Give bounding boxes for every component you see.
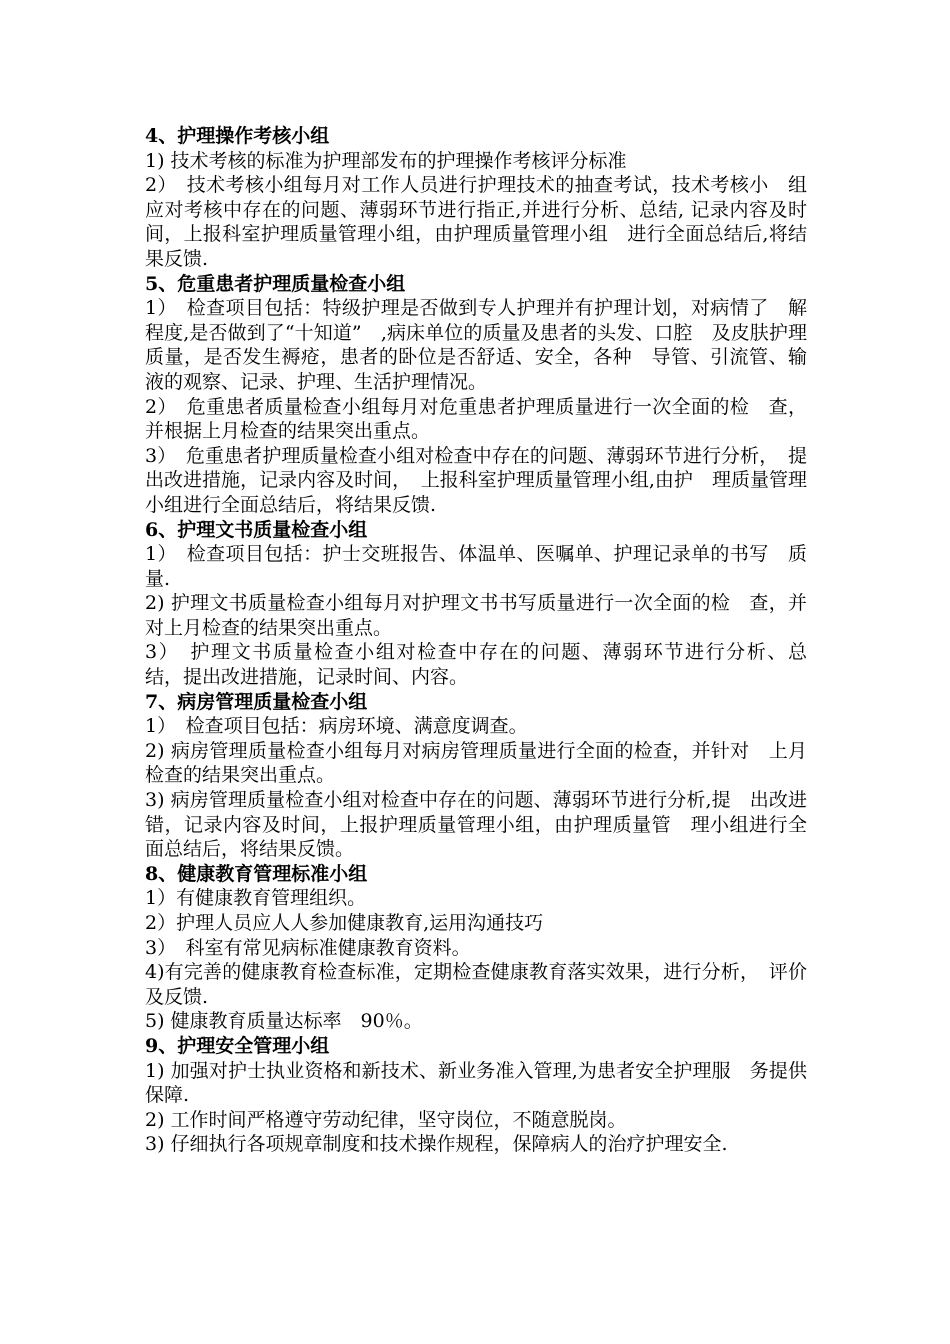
- list-item: 3） 危重患者护理质量检查小组对检查中存在的问题、薄弱环节进行分析， 提出改进措施，记录内容及时间， 上报科室护理质量管理小组,由护 理质量管理小组进行全面总结后，将结果反馈.: [145, 444, 807, 516]
- list-item: 2) 病房管理质量检查小组每月对病房管理质量进行全面的检查，并针对 上月检查的结果突出重点。: [145, 739, 807, 787]
- list-item: 3） 护理文书质量检查小组对检查中存在的问题、薄弱环节进行分析、总 结，提出改进措施，记录时间、内容。: [145, 641, 827, 689]
- section-9: [145, 1034, 807, 1157]
- section-heading: 6、护理文书质量检查小组: [145, 518, 368, 541]
- section-5: [145, 272, 807, 518]
- section-4: [145, 124, 807, 272]
- section-heading: 5、危重患者护理质量检查小组: [145, 272, 406, 295]
- section-8: [145, 862, 807, 1034]
- section-heading: 8、健康教育管理标准小组: [145, 862, 368, 885]
- list-item: 2）护理人员应人人参加健康教育,运用沟通技巧: [145, 912, 544, 934]
- list-item: 2) 护理文书质量检查小组每月对护理文书书写质量进行一次全面的检 查，并对上月检查的结果突出重点。: [145, 592, 807, 639]
- list-item: 1） 检查项目包括：病房环境、满意度调查。: [145, 715, 528, 738]
- list-item: 3) 仔细执行各项规章制度和技术操作规程，保障病人的治疗护理安全.: [145, 1133, 728, 1156]
- list-item: 1） 检查项目包括：护士交班报告、体温单、医嘱单、护理记录单的书写 质量.: [145, 543, 807, 590]
- list-item: 1）有健康教育管理组织。: [145, 887, 367, 910]
- list-item: 2） 技术考核小组每月对工作人员进行护理技术的抽查考试，技术考核小 组应对考核中存在的问题、薄弱环节进行指正,并进行分析、总结, 记录内容及时间，上报科室护理质量管理小组，由护理质量管理小组 进行全面总结后,将结果反馈.: [145, 174, 807, 270]
- list-item: 2） 危重患者质量检查小组每月对危重患者护理质量进行一次全面的检 查，并根据上月检查的结果突出重点。: [145, 395, 807, 443]
- section-heading: 9、护理安全管理小组: [145, 1034, 330, 1057]
- list-item: 4)有完善的健康教育检查标准，定期检查健康教育落实效果，进行分析， 评价及反馈.: [145, 961, 807, 1008]
- list-item: 1) 技术考核的标准为护理部发布的护理操作考核评分标准: [145, 149, 627, 172]
- list-item: 1) 加强对护士执业资格和新技术、新业务准入管理,为患者安全护理服 务提供保障.: [145, 1059, 807, 1107]
- section-heading: 4、护理操作考核小组: [145, 125, 330, 147]
- section-6: [145, 518, 827, 690]
- list-item: 3) 病房管理质量检查小组对检查中存在的问题、薄弱环节进行分析,提 出改进错，记录内容及时间，上报护理质量管理小组，由护理质量管 理小组进行全面总结后，将结果反馈。: [145, 789, 807, 861]
- list-item: 3） 科室有常见病标准健康教育资料。: [145, 936, 471, 959]
- section-7: [145, 690, 807, 862]
- list-item: 5) 健康教育质量达标率 90％。: [145, 1010, 423, 1033]
- list-item: 2) 工作时间严格遵守劳动纪律，坚守岗位，不随意脱岗。: [145, 1108, 627, 1131]
- list-item: 1） 检查项目包括：特级护理是否做到专人护理并有护理计划，对病情了 解程度,是否做到了“十知道” ,病床单位的质量及患者的头发、口腔 及皮肤护理质量，是否发生褥疮，患者的卧位是否舒适、安全，各种 导管、引流管、输液的观察、记录、护理、生活护理情况。: [145, 297, 807, 393]
- section-heading: 7、病房管理质量检查小组: [145, 690, 368, 713]
- document-body: [145, 124, 827, 1157]
